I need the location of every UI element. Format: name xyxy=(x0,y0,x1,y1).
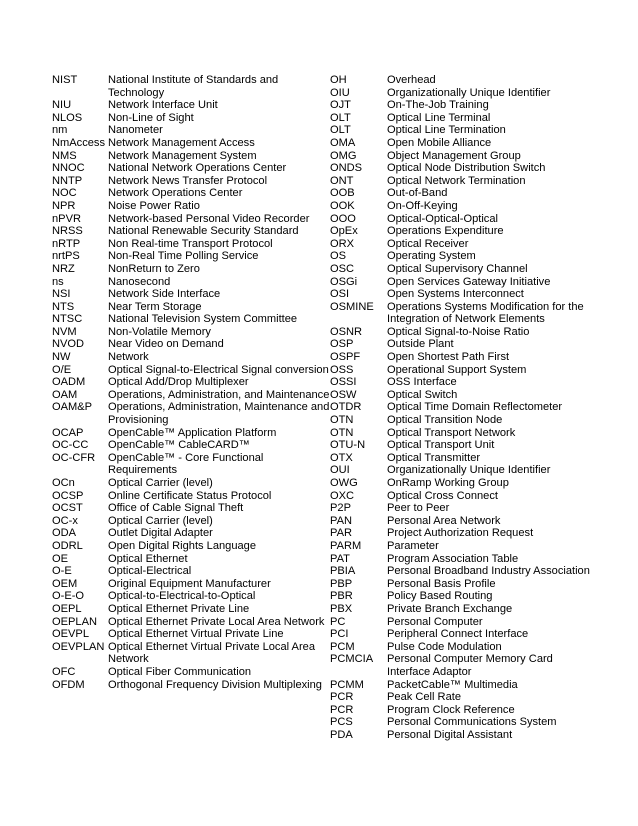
glossary-definition: Network Management Access xyxy=(108,136,255,149)
glossary-entry xyxy=(52,338,334,351)
glossary-abbreviation: NSI xyxy=(52,288,71,301)
glossary-definition: Orthogonal Frequency Division Multiplexing xyxy=(108,678,322,691)
glossary-entry xyxy=(330,124,590,137)
glossary-entry xyxy=(330,502,590,515)
glossary-abbreviation: ODA xyxy=(52,527,77,540)
glossary-definition: National Television System Committee xyxy=(108,313,298,326)
glossary-abbreviation: OWG xyxy=(330,477,358,489)
glossary-entry xyxy=(52,263,334,276)
glossary-abbreviation: OEM xyxy=(52,577,78,590)
glossary-abbreviation: OCST xyxy=(52,502,83,515)
glossary-entry xyxy=(52,213,334,226)
glossary-definition: Optical Transport Network xyxy=(387,426,516,439)
glossary-entry xyxy=(330,704,590,717)
glossary-entry xyxy=(330,641,590,654)
glossary-definition: Optical Signal-to-Noise Ratio xyxy=(387,325,530,338)
glossary-abbreviation: OIU xyxy=(330,86,350,99)
glossary-abbreviation: OFDM xyxy=(52,678,85,691)
glossary-abbreviation: OC-x xyxy=(52,514,78,527)
glossary-definition: Optical Transition Node xyxy=(387,414,503,427)
glossary-entry xyxy=(52,187,334,200)
glossary-entry xyxy=(52,150,334,163)
glossary-abbreviation: PCMM xyxy=(330,678,364,691)
glossary-definition: Optical Ethernet Virtual Private Local Area Network xyxy=(108,640,315,666)
glossary-entry xyxy=(330,616,590,629)
glossary-definition: Outlet Digital Adapter xyxy=(108,527,213,540)
glossary-definition: Optical Ethernet Virtual Private Line xyxy=(108,628,284,641)
glossary-definition: Optical Cross Connect xyxy=(387,489,498,502)
glossary-definition: Optical Carrier (level) xyxy=(108,514,213,527)
glossary-definition: Optical Network Termination xyxy=(387,174,526,187)
glossary-entry xyxy=(52,502,334,515)
glossary-definition: Open Digital Rights Language xyxy=(108,539,257,552)
glossary-abbreviation: OMG xyxy=(330,149,357,162)
glossary-definition: Parameter xyxy=(387,539,439,552)
glossary-abbreviation: NLOS xyxy=(52,111,83,124)
glossary-abbreviation: OSI xyxy=(330,288,350,301)
glossary-abbreviation: NPR xyxy=(52,199,76,212)
glossary-abbreviation: OOO xyxy=(330,212,356,225)
glossary-definition: Peak Cell Rate xyxy=(387,691,461,704)
glossary-definition: Personal Computer xyxy=(387,615,483,628)
glossary-entry xyxy=(330,187,590,200)
glossary-entry xyxy=(330,578,590,591)
glossary-definition: OpenCable™ Application Platform xyxy=(108,426,277,439)
glossary-definition: Optical Supervisory Channel xyxy=(387,262,528,275)
glossary-definition: Personal Digital Assistant xyxy=(387,728,513,741)
glossary-abbreviation: nRTP xyxy=(52,237,81,250)
glossary-abbreviation: NVM xyxy=(52,325,77,338)
glossary-abbreviation: PCI xyxy=(330,628,349,641)
glossary-entry xyxy=(52,124,334,137)
glossary-abbreviation: ns xyxy=(52,275,64,288)
glossary-entry xyxy=(330,553,590,566)
glossary-definition: Network News Transfer Protocol xyxy=(108,174,268,187)
glossary-abbreviation: OJT xyxy=(330,99,351,112)
glossary-definition: Open Services Gateway Initiative xyxy=(387,275,551,288)
glossary-entry xyxy=(330,200,590,213)
glossary-abbreviation: PCMCIA xyxy=(330,653,374,666)
glossary-definition: Private Branch Exchange xyxy=(387,602,513,615)
glossary-abbreviation: OEPLAN xyxy=(52,615,98,628)
glossary-abbreviation: PDA xyxy=(330,728,353,741)
glossary-abbreviation: P2P xyxy=(330,502,351,515)
glossary-abbreviation: PCR xyxy=(330,703,354,716)
glossary-entry xyxy=(330,162,590,175)
glossary-entry xyxy=(52,452,334,477)
glossary-entry xyxy=(330,175,590,188)
glossary-entry xyxy=(330,716,590,729)
glossary-entry xyxy=(330,150,590,163)
glossary-definition: Network Interface Unit xyxy=(108,99,218,112)
glossary-abbreviation: OADM xyxy=(52,376,86,389)
glossary-abbreviation: OXC xyxy=(330,489,355,502)
glossary-entry xyxy=(330,628,590,641)
glossary-entry xyxy=(52,301,334,314)
glossary-entry xyxy=(330,452,590,465)
glossary-abbreviation: OH xyxy=(330,74,347,86)
glossary-definition: Operations Systems Modification for the Integration of Network Elements xyxy=(387,300,584,326)
glossary-definition: Optical Line Terminal xyxy=(387,111,491,124)
glossary-abbreviation: ODRL xyxy=(52,539,83,552)
glossary-abbreviation: O-E-O xyxy=(52,590,85,603)
glossary-abbreviation: OSC xyxy=(330,262,355,275)
glossary-entry xyxy=(330,540,590,553)
glossary-definition: Non Real-time Transport Protocol xyxy=(108,237,273,250)
glossary-entry xyxy=(330,112,590,125)
glossary-abbreviation: NOC xyxy=(52,187,77,200)
glossary-definition: Non-Line of Sight xyxy=(108,111,194,124)
glossary-definition: Nanosecond xyxy=(108,275,171,288)
glossary-entry xyxy=(52,515,334,528)
glossary-entry xyxy=(52,137,334,150)
glossary-entry xyxy=(52,200,334,213)
glossary-entry xyxy=(330,213,590,226)
glossary-definition: Personal Broadband Industry Association xyxy=(387,565,590,578)
glossary-definition: National Renewable Security Standard xyxy=(108,225,299,238)
glossary-definition: Peer to Peer xyxy=(387,502,450,515)
glossary-abbreviation: NTS xyxy=(52,300,75,313)
glossary-entry xyxy=(52,162,334,175)
glossary-entry xyxy=(330,326,590,339)
glossary-definition: Project Authorization Request xyxy=(387,527,534,540)
glossary-definition: Open Shortest Path First xyxy=(387,351,510,364)
glossary-definition: Optical Add/Drop Multiplexer xyxy=(108,376,249,389)
glossary-abbreviation: NIU xyxy=(52,99,72,112)
glossary-abbreviation: OEVPL xyxy=(52,628,89,641)
glossary-definition: Overhead xyxy=(387,74,436,86)
glossary-abbreviation: OC-CFR xyxy=(52,451,96,464)
glossary-entry xyxy=(330,439,590,452)
glossary-definition: Operations, Administration, Maintenance and Provisioning xyxy=(108,401,330,427)
glossary-abbreviation: NW xyxy=(52,351,71,364)
glossary-entry xyxy=(52,376,334,389)
glossary-definition: PacketCable™ Multimedia xyxy=(387,678,518,691)
glossary-definition: OnRamp Working Group xyxy=(387,477,509,489)
glossary-abbreviation: OSNR xyxy=(330,325,363,338)
glossary-entry xyxy=(52,99,334,112)
glossary-entry xyxy=(52,225,334,238)
glossary-column-right xyxy=(330,74,590,741)
glossary-abbreviation: PAN xyxy=(330,514,352,527)
glossary-abbreviation: OOB xyxy=(330,187,355,200)
glossary-entry xyxy=(330,87,590,100)
glossary-abbreviation: nPVR xyxy=(52,212,81,225)
glossary-definition: Personal Communications System xyxy=(387,716,557,729)
glossary-abbreviation: OTN xyxy=(330,426,354,439)
glossary-abbreviation: PCM xyxy=(330,640,355,653)
glossary-entry xyxy=(52,565,334,578)
glossary-abbreviation: OLT xyxy=(330,111,351,124)
glossary-entry xyxy=(330,376,590,389)
glossary-entry xyxy=(330,464,590,477)
glossary-abbreviation: OCSP xyxy=(52,489,84,502)
glossary-entry xyxy=(52,578,334,591)
glossary-definition: National Institute of Standards and Technology xyxy=(108,74,279,99)
glossary-abbreviation: nm xyxy=(52,124,68,137)
glossary-definition: Network Management System xyxy=(108,149,257,162)
glossary-definition: Open Systems Interconnect xyxy=(387,288,524,301)
glossary-definition: Optical Time Domain Reflectometer xyxy=(387,401,563,414)
glossary-definition: Network-based Personal Video Recorder xyxy=(108,212,310,225)
glossary-abbreviation: OSPF xyxy=(330,351,361,364)
glossary-definition: Peripheral Connect Interface xyxy=(387,628,529,641)
glossary-definition: Nanometer xyxy=(108,124,163,137)
glossary-definition: Operational Support System xyxy=(387,363,527,376)
glossary-abbreviation: NMS xyxy=(52,149,77,162)
glossary-column-left xyxy=(52,74,334,691)
glossary-entry xyxy=(52,313,334,326)
glossary-definition: Organizationally Unique Identifier xyxy=(387,464,551,477)
glossary-abbreviation: PARM xyxy=(330,539,362,552)
glossary-abbreviation: O-E xyxy=(52,565,72,578)
glossary-abbreviation: OTDR xyxy=(330,401,362,414)
glossary-entry xyxy=(52,439,334,452)
glossary-entry xyxy=(330,364,590,377)
glossary-abbreviation: O/E xyxy=(52,363,72,376)
glossary-entry xyxy=(330,565,590,578)
glossary-abbreviation: NRZ xyxy=(52,262,75,275)
glossary-definition: Operations Expenditure xyxy=(387,225,504,238)
glossary-definition: Optical-Optical-Optical xyxy=(387,212,498,225)
glossary-abbreviation: PBX xyxy=(330,602,353,615)
glossary-abbreviation: OSSI xyxy=(330,376,357,389)
glossary-entry xyxy=(330,225,590,238)
glossary-entry xyxy=(330,301,590,326)
glossary-entry xyxy=(52,401,334,426)
glossary-definition: Optical-Electrical xyxy=(108,565,192,578)
glossary-definition: Program Association Table xyxy=(387,552,519,565)
glossary-definition: Out-of-Band xyxy=(387,187,448,200)
glossary-definition: OpenCable™ - Core Functional Requirements xyxy=(108,451,264,477)
glossary-definition: Network xyxy=(108,351,149,364)
glossary-entry xyxy=(330,263,590,276)
glossary-abbreviation: NNOC xyxy=(52,162,85,175)
glossary-entry xyxy=(52,590,334,603)
glossary-definition: Optical Receiver xyxy=(387,237,469,250)
glossary-abbreviation: OFC xyxy=(52,665,76,678)
glossary-abbreviation: OTX xyxy=(330,451,353,464)
glossary-entry xyxy=(330,527,590,540)
glossary-abbreviation: OEVPLAN xyxy=(52,640,105,653)
glossary-abbreviation: OCAP xyxy=(52,426,84,439)
glossary-definition: OpenCable™ CableCARD™ xyxy=(108,439,250,452)
glossary-entry xyxy=(52,427,334,440)
glossary-entry xyxy=(330,590,590,603)
glossary-definition: Personal Area Network xyxy=(387,514,501,527)
glossary-entry xyxy=(52,351,334,364)
glossary-entry xyxy=(330,729,590,742)
glossary-entry xyxy=(52,628,334,641)
glossary-definition: Optical Transmitter xyxy=(387,451,481,464)
glossary-abbreviation: OE xyxy=(52,552,69,565)
glossary-abbreviation: PAR xyxy=(330,527,352,540)
glossary-abbreviation: OSW xyxy=(330,388,357,401)
glossary-abbreviation: NIST xyxy=(52,74,78,86)
glossary-abbreviation: OS xyxy=(330,250,347,263)
glossary-definition: Open Mobile Alliance xyxy=(387,136,492,149)
glossary-entry xyxy=(330,250,590,263)
glossary-definition: On-The-Job Training xyxy=(387,99,489,112)
glossary-entry xyxy=(52,112,334,125)
glossary-abbreviation: OAM&P xyxy=(52,401,93,414)
glossary-entry xyxy=(330,351,590,364)
glossary-definition: Near Video on Demand xyxy=(108,338,224,351)
glossary-entry xyxy=(52,175,334,188)
glossary-abbreviation: NTSC xyxy=(52,313,83,326)
glossary-definition: Optical Ethernet Private Local Area Network xyxy=(108,615,325,628)
glossary-entry xyxy=(330,653,590,678)
glossary-entry xyxy=(52,603,334,616)
glossary-abbreviation: NNTP xyxy=(52,174,83,187)
glossary-definition: Optical-to-Electrical-to-Optical xyxy=(108,590,256,603)
glossary-entry xyxy=(52,540,334,553)
glossary-entry xyxy=(330,691,590,704)
glossary-definition: Optical Carrier (level) xyxy=(108,477,213,489)
glossary-abbreviation: nrtPS xyxy=(52,250,80,263)
glossary-abbreviation: OSGi xyxy=(330,275,358,288)
glossary-entry xyxy=(52,238,334,251)
glossary-abbreviation: OCn xyxy=(52,477,75,489)
glossary-entry xyxy=(330,515,590,528)
glossary-entry xyxy=(330,401,590,414)
glossary-definition: Operations, Administration, and Maintenance xyxy=(108,388,330,401)
glossary-abbreviation: OTU-N xyxy=(330,439,366,452)
glossary-abbreviation: OMA xyxy=(330,136,356,149)
glossary-abbreviation: NmAccess xyxy=(52,136,106,149)
glossary-definition: Optical Node Distribution Switch xyxy=(387,162,546,175)
glossary-definition: Network Operations Center xyxy=(108,187,243,200)
glossary-entry xyxy=(330,389,590,402)
glossary-entry xyxy=(52,389,334,402)
glossary-entry xyxy=(52,288,334,301)
glossary-definition: NonReturn to Zero xyxy=(108,262,200,275)
glossary-entry xyxy=(330,414,590,427)
glossary-definition: Online Certificate Status Protocol xyxy=(108,489,272,502)
glossary-abbreviation: PAT xyxy=(330,552,350,565)
glossary-definition: Operating System xyxy=(387,250,476,263)
glossary-abbreviation: PBP xyxy=(330,577,353,590)
glossary-entry xyxy=(52,553,334,566)
glossary-definition: Office of Cable Signal Theft xyxy=(108,502,244,515)
glossary-entry xyxy=(52,666,334,679)
glossary-entry xyxy=(330,137,590,150)
glossary-definition: Pulse Code Modulation xyxy=(387,640,502,653)
glossary-definition: Personal Computer Memory Card Interface Adaptor xyxy=(387,653,553,678)
glossary-entry xyxy=(330,276,590,289)
glossary-entry xyxy=(52,276,334,289)
glossary-abbreviation: OUI xyxy=(330,464,350,477)
glossary-abbreviation: OSMINE xyxy=(330,300,374,313)
glossary-abbreviation: PC xyxy=(330,615,346,628)
glossary-definition: Noise Power Ratio xyxy=(108,199,200,212)
glossary-entry xyxy=(52,326,334,339)
glossary-definition: National Network Operations Center xyxy=(108,162,287,175)
glossary-entry xyxy=(330,74,590,87)
glossary-definition: Optical Fiber Communication xyxy=(108,665,252,678)
glossary-abbreviation: PBIA xyxy=(330,565,356,578)
glossary-entry xyxy=(52,679,334,692)
glossary-entry xyxy=(330,99,590,112)
glossary-definition: Near Term Storage xyxy=(108,300,202,313)
glossary-abbreviation: PCR xyxy=(330,691,354,704)
glossary-definition: Personal Basis Profile xyxy=(387,577,496,590)
glossary-definition: On-Off-Keying xyxy=(387,199,458,212)
glossary-entry xyxy=(52,527,334,540)
glossary-definition: Program Clock Reference xyxy=(387,703,515,716)
glossary-definition: Optical Switch xyxy=(387,388,458,401)
glossary-abbreviation: OLT xyxy=(330,124,351,137)
glossary-entry xyxy=(330,427,590,440)
glossary-abbreviation: PCS xyxy=(330,716,353,729)
glossary-abbreviation: OpEx xyxy=(330,225,358,238)
glossary-entry xyxy=(52,477,334,490)
glossary-definition: Organizationally Unique Identifier xyxy=(387,86,551,99)
glossary-abbreviation: OSS xyxy=(330,363,354,376)
glossary-abbreviation: OOK xyxy=(330,199,355,212)
glossary-entry xyxy=(52,250,334,263)
glossary-abbreviation: OTN xyxy=(330,414,354,427)
glossary-entry xyxy=(330,338,590,351)
glossary-abbreviation: OEPL xyxy=(52,602,82,615)
glossary-abbreviation: ORX xyxy=(330,237,355,250)
glossary-entry xyxy=(330,603,590,616)
glossary-definition: Outside Plant xyxy=(387,338,454,351)
glossary-entry xyxy=(52,74,334,99)
glossary-definition: Network Side Interface xyxy=(108,288,221,301)
glossary-abbreviation: OSP xyxy=(330,338,354,351)
glossary-definition: Optical Line Termination xyxy=(387,124,506,137)
glossary-abbreviation: NVOD xyxy=(52,338,85,351)
glossary-entry xyxy=(52,616,334,629)
glossary-entry xyxy=(330,490,590,503)
glossary-definition: OSS Interface xyxy=(387,376,457,389)
glossary-entry xyxy=(330,288,590,301)
glossary-abbreviation: OC-CC xyxy=(52,439,89,452)
glossary-abbreviation: OAM xyxy=(52,388,78,401)
glossary-definition: Original Equipment Manufacturer xyxy=(108,577,271,590)
glossary-entry xyxy=(52,641,334,666)
glossary-definition: Optical Ethernet xyxy=(108,552,188,565)
glossary-abbreviation: NRSS xyxy=(52,225,83,238)
glossary-definition: Non-Real Time Polling Service xyxy=(108,250,259,263)
glossary-definition: Policy Based Routing xyxy=(387,590,493,603)
glossary-definition: Optical Transport Unit xyxy=(387,439,495,452)
glossary-definition: Optical Signal-to-Electrical Signal conversion xyxy=(108,363,329,376)
glossary-definition: Non-Volatile Memory xyxy=(108,325,211,338)
glossary-definition: Optical Ethernet Private Line xyxy=(108,602,250,615)
glossary-entry xyxy=(52,490,334,503)
glossary-entry xyxy=(330,238,590,251)
glossary-abbreviation: ONDS xyxy=(330,162,363,175)
glossary-entry xyxy=(330,679,590,692)
glossary-definition: Object Management Group xyxy=(387,149,521,162)
glossary-entry xyxy=(52,364,334,377)
glossary-entry xyxy=(330,477,590,490)
glossary-abbreviation: ONT xyxy=(330,174,354,187)
glossary-abbreviation: PBR xyxy=(330,590,353,603)
